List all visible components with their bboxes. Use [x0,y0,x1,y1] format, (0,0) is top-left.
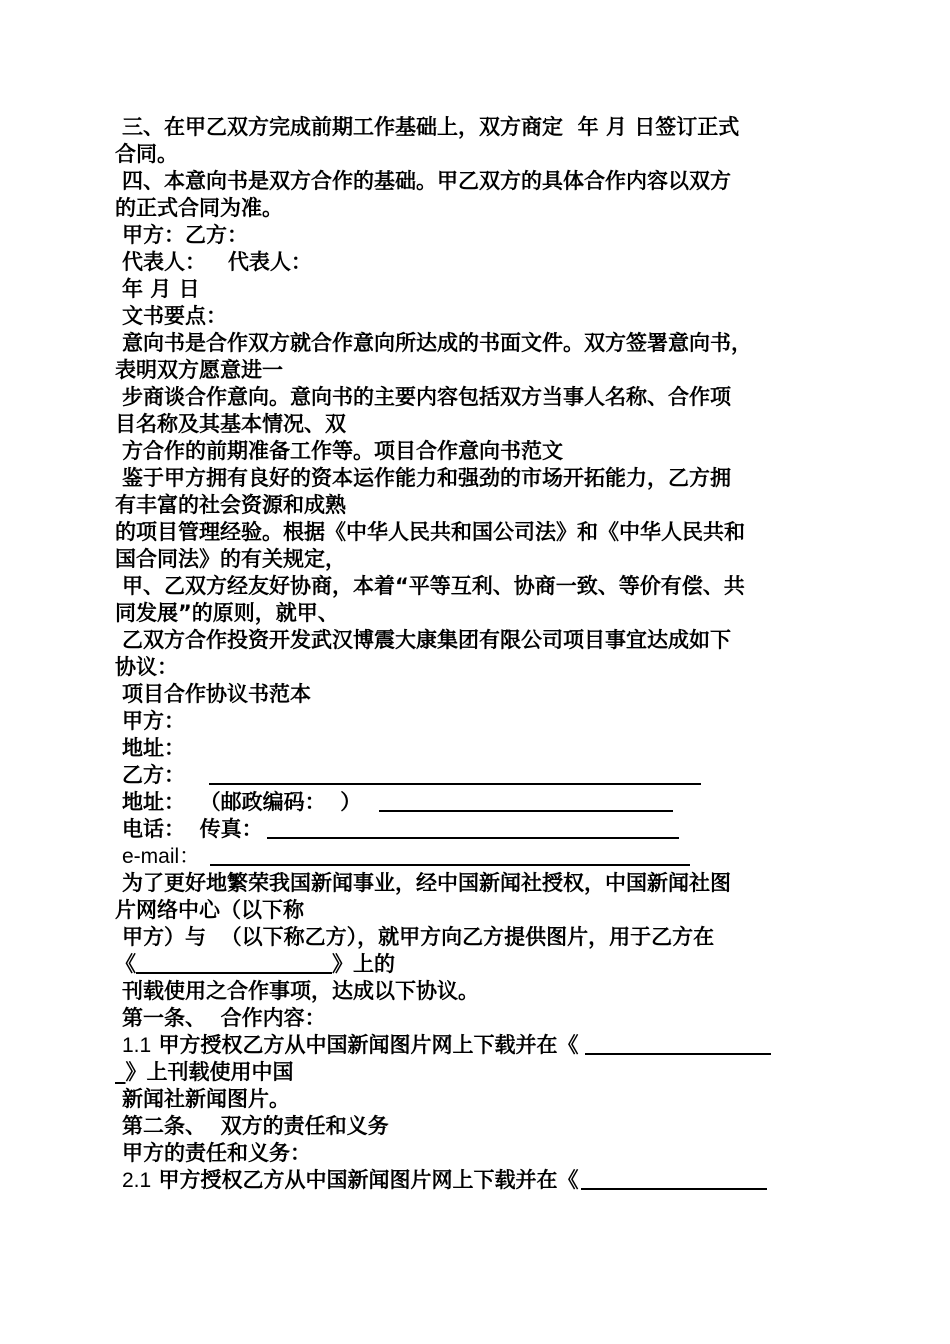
points-line: 意向书是合作双方就合作意向所达成的书面文件。双方签署意向书， [122,331,752,355]
clause-four-line-1: 四、本意向书是双方合作的基础。甲乙双方的具体合作内容以双方 [122,169,731,193]
intro-line: 刊载使用之合作事项，达成以下协议。 [122,979,479,1003]
address-blank [379,790,673,812]
party-a-line: 甲方： [122,709,185,733]
agreement-title: 项目合作协议书范本 [122,682,311,706]
email-blank [210,844,690,866]
article-two-title: 第二条、 双方的责任和义务 [122,1114,389,1138]
points-line: 目名称及其基本情况、双 [115,412,346,436]
points-line: 同发展”的原则，就甲、 [115,601,339,625]
party-b-blank [209,763,701,785]
points-line: 乙双方合作投资开发武汉博震大康集团有限公司项目事宜达成如下 [122,628,731,652]
article-one-title: 第一条、 合作内容： [122,1006,326,1030]
intro-line: 片网络中心（以下称 [115,898,304,922]
publication-blank [136,952,332,974]
phone-fax-line: 电话： 传真： [115,816,840,843]
points-line: 步商谈合作意向。意向书的主要内容包括双方当事人名称、合作项 [122,385,731,409]
fax-blank [267,817,679,839]
signature-parties: 甲方：乙方： [122,223,248,247]
article-one-item-cont: _》上刊载使用中国 [115,1060,294,1084]
signature-date: 年 月 日 [122,277,200,301]
clause-three-line-1: 三、在甲乙双方完成前期工作基础上，双方商定 年 月 日签订正式 [122,115,740,139]
points-line: 协议： [115,655,178,679]
points-line: 国合同法》的有关规定， [115,547,346,571]
points-line: 方合作的前期准备工作等。项目合作意向书范文 [122,439,563,463]
intro-line: 甲方）与 （以下称乙方），就甲方向乙方提供图片，用于乙方在 [122,925,715,949]
article-one-item-end: 新闻社新闻图片。 [122,1087,290,1111]
points-line: 的项目管理经验。根据《中华人民共和国公司法》和《中华人民共和 [115,520,745,544]
points-line: 鉴于甲方拥有良好的资本运作能力和强劲的市场开拓能力，乙方拥 [122,466,731,490]
article-two-item: 2.1 甲方授权乙方从中国新闻图片网上下载并在《 [115,1167,840,1194]
clause-four-line-2: 的正式合同为准。 [115,196,283,220]
intro-line: 《 》上的 [115,952,395,976]
party-b-line: 乙方： [115,762,840,789]
points-line: 表明双方愿意进一 [115,358,283,382]
points-line: 甲、乙双方经友好协商，本着“平等互利、协商一致、等价有偿、共 [122,574,745,598]
email-line: e-mail： [115,843,840,870]
points-heading: 文书要点： [122,304,227,328]
article-one-item: 1.1 甲方授权乙方从中国新闻图片网上下载并在《 [115,1032,840,1059]
points-line: 有丰富的社会资源和成熟 [115,493,346,517]
address-line-2: 地址： （邮政编码： ） [115,789,840,816]
document-page [115,114,840,1194]
signature-representatives: 代表人： 代表人： [122,250,312,274]
intro-line: 为了更好地繁荣我国新闻事业，经中国新闻社授权，中国新闻社图 [122,871,731,895]
article-two-blank [581,1168,767,1190]
article-two-subtitle: 甲方的责任和义务： [122,1141,311,1165]
clause-three-line-2: 合同。 [115,142,178,166]
address-line-1: 地址： [122,736,185,760]
article-one-blank [585,1033,771,1055]
